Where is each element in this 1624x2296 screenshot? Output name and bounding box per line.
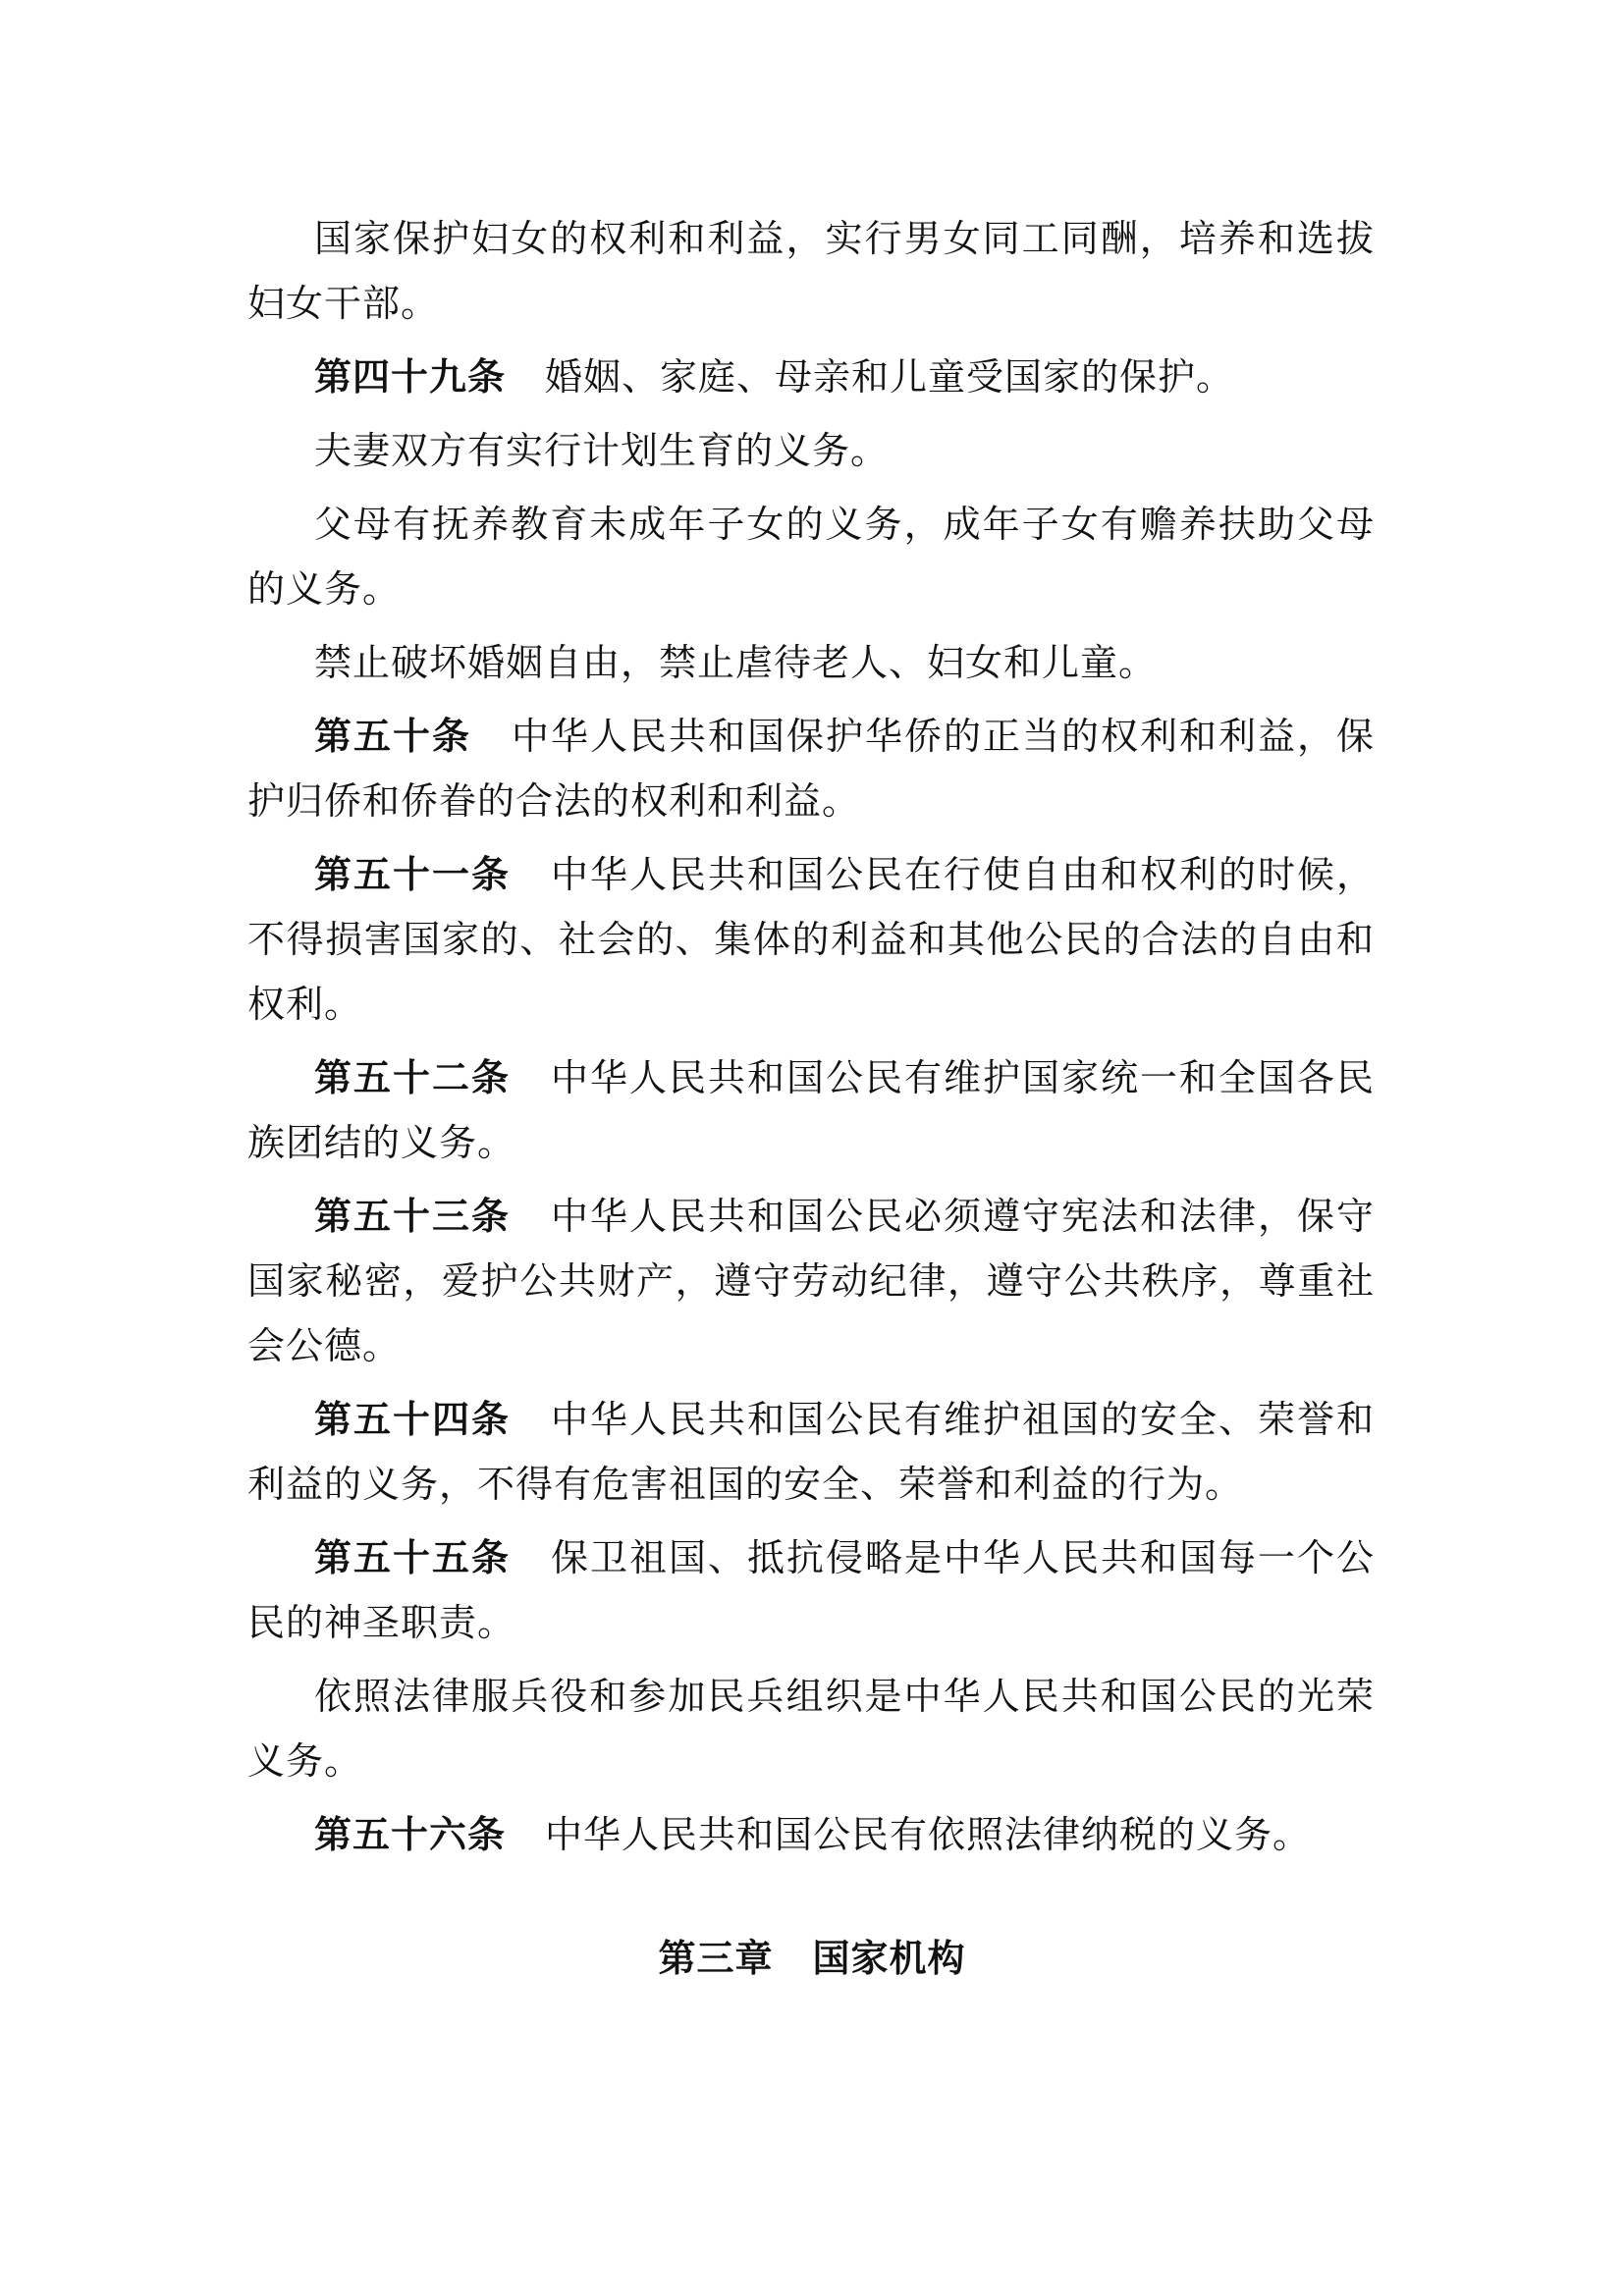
article-number: 第五十一条 (314, 853, 511, 896)
article-paragraph (247, 842, 1375, 1037)
article-number: 第五十条 (314, 715, 471, 758)
paragraph-text: 国家保护妇女的权利和利益，实行男女同工同酬，培养和选拔妇女干部。 (247, 217, 1375, 325)
article-paragraph (247, 1525, 1375, 1655)
chapter-heading (0, 1929, 1624, 1988)
article-number: 第四十九条 (314, 355, 507, 399)
paragraph-text: 夫妻双方有实行计划生育的义务。 (314, 429, 890, 472)
article-number: 第五十三条 (314, 1195, 511, 1238)
paragraph-text: 中华人民共和国公民在行使自由和权利的时候，不得损害国家的、社会的、集体的利益和其他公民的合法的自由和权利。 (247, 853, 1375, 1026)
article-number: 第五十二条 (314, 1056, 511, 1099)
article-paragraph (247, 1045, 1375, 1175)
paragraph-text: 中华人民共和国保护华侨的正当的权利和利益，保护归侨和侨眷的合法的权利和利益。 (247, 715, 1375, 823)
article-number: 第五十六条 (314, 1813, 507, 1856)
paragraph-text: 中华人民共和国公民有依照法律纳税的义务。 (545, 1813, 1312, 1856)
paragraph-text: 父母有抚养教育未成年子女的义务，成年子女有赡养扶助父母的义务。 (247, 503, 1375, 611)
article-paragraph (247, 345, 1375, 409)
document-body (247, 206, 1375, 1876)
paragraph-text: 保卫祖国、抵抗侵略是中华人民共和国每一个公民的神圣职责。 (247, 1536, 1375, 1644)
chapter-title-text: 国家机构 (812, 1937, 966, 1980)
paragraph (247, 630, 1375, 695)
paragraph-text: 婚姻、家庭、母亲和儿童受国家的保护。 (545, 355, 1235, 399)
paragraph (247, 1664, 1375, 1793)
paragraph (247, 418, 1375, 483)
paragraph-text: 依照法律服兵役和参加民兵组织是中华人民共和国公民的光荣义务。 (247, 1675, 1375, 1783)
article-paragraph (247, 704, 1375, 833)
chapter-number: 第三章 (658, 1937, 774, 1980)
paragraph (247, 492, 1375, 621)
paragraph (247, 206, 1375, 336)
article-number: 第五十五条 (314, 1536, 511, 1579)
paragraph-text: 中华人民共和国公民有维护国家统一和全国各民族团结的义务。 (247, 1056, 1375, 1164)
article-paragraph (247, 1184, 1375, 1378)
article-paragraph (247, 1387, 1375, 1517)
article-number: 第五十四条 (314, 1398, 511, 1441)
paragraph-text: 中华人民共和国公民有维护祖国的安全、荣誉和利益的义务，不得有危害祖国的安全、荣誉和利益的行为。 (247, 1398, 1375, 1506)
paragraph-text: 中华人民共和国公民必须遵守宪法和法律，保守国家秘密，爱护公共财产，遵守劳动纪律，遵守公共秩序，尊重社会公德。 (247, 1195, 1375, 1367)
paragraph-text: 禁止破坏婚姻自由，禁止虐待老人、妇女和儿童。 (314, 641, 1158, 684)
article-paragraph (247, 1802, 1375, 1867)
